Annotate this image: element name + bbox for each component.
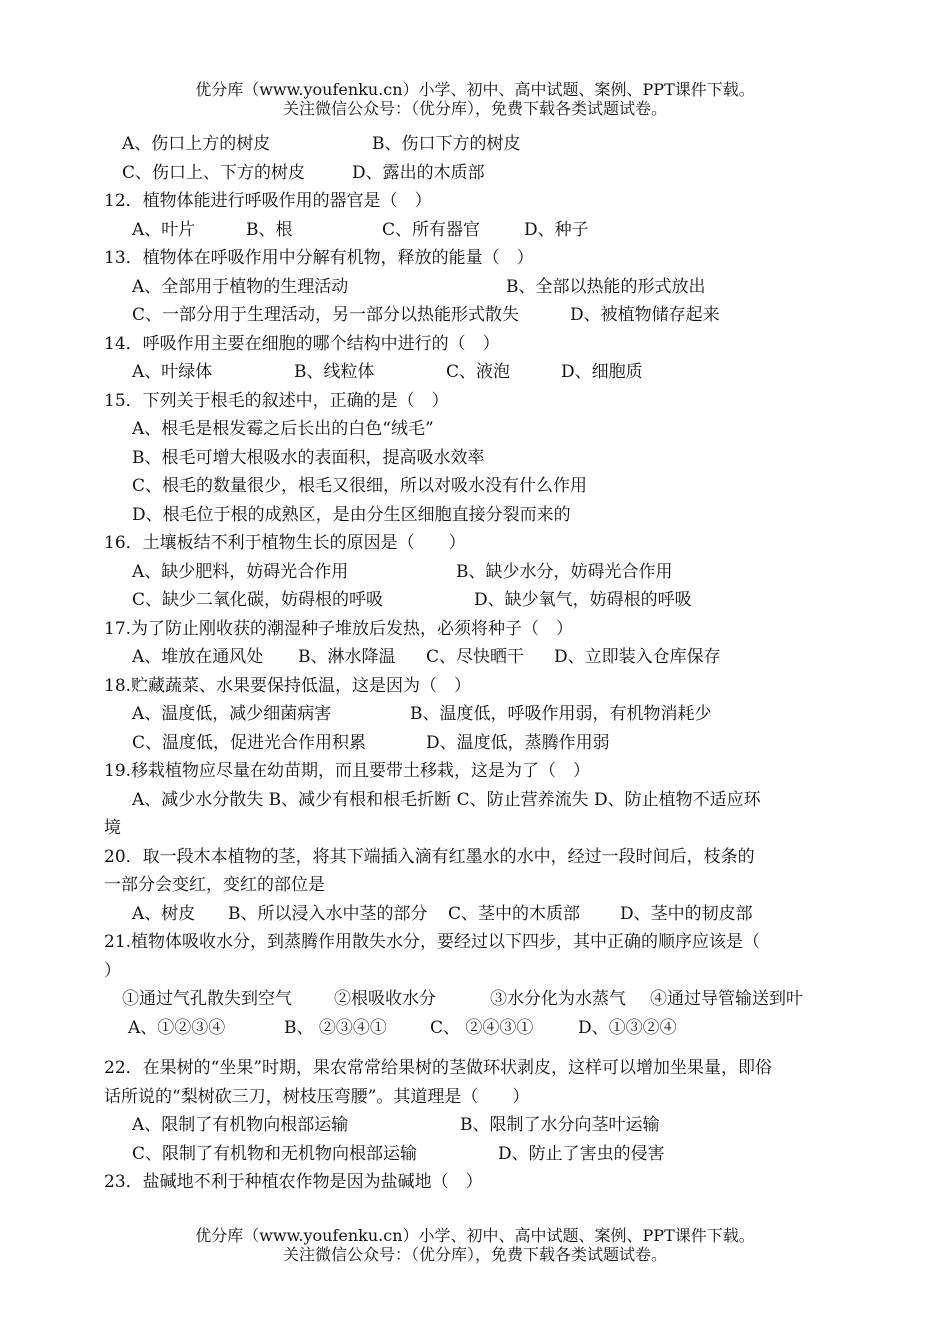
q17-option-d: D、立即装入仓库保存: [554, 647, 721, 667]
q11-option-c: C、伤口上、下方的树皮: [122, 162, 306, 183]
q21-stem-line-2: ）: [104, 960, 121, 981]
q20-option-d: D、茎中的韧皮部: [620, 903, 753, 924]
q21-step-3: ③水分化为水蒸气: [490, 989, 626, 1009]
q12-option-a: A、叶片: [132, 219, 196, 240]
q16-option-b: B、缺少水分，妨碍光合作用: [456, 561, 673, 582]
q21-stem-line-1: 21.植物体吸收水分，到蒸腾作用散失水分，要经过以下四步，其中正确的顺序应该是（: [104, 932, 761, 952]
q16-option-d: D、缺少氧气，妨碍根的呼吸: [474, 590, 692, 610]
page-header: [0, 80, 950, 118]
q13-option-a: A、全部用于植物的生理活动: [132, 276, 349, 297]
q15-option-c: C、根毛的数量很少，根毛又很细，所以对吸水没有什么作用: [132, 476, 588, 496]
q16-stem: 16．土壤板结不利于植物生长的原因是（ ）: [104, 533, 466, 553]
q14-option-c: C、液泡: [446, 362, 511, 382]
q17-option-b: B、淋水降温: [298, 647, 396, 667]
q21-option-c: C、 ②④③①: [430, 1017, 534, 1038]
footer-line-1: 优分库（www.youfenku.cn）小学、初中、高中试题、案例、PPT课件下载。: [195, 1226, 755, 1245]
q22-option-c: C、限制了有机物和无机物向根部运输: [132, 1143, 418, 1164]
q17-stem: 17.为了防止刚收获的潮湿种子堆放后发热，必须将种子（ ）: [104, 618, 574, 639]
q13-stem: 13．植物体在呼吸作用中分解有机物，释放的能量（ ）: [104, 248, 534, 268]
q19-options-line-1: A、减少水分散失 B、减少有根和根毛折断 C、防止营养流失 D、防止植物不适应环: [132, 789, 761, 810]
q14-option-a: A、叶绿体: [132, 362, 213, 382]
header-line-2: 关注微信公众号：（优分库），免费下载各类试题试卷。: [282, 99, 667, 118]
q17-options: [104, 643, 854, 672]
q11-options-row-2: [104, 159, 854, 188]
q20-stem-line-1: 20．取一段木本植物的茎，将其下端插入滴有红墨水的水中，经过一段时间后，枝条的: [104, 846, 755, 867]
q21-option-b: B、 ②③④①: [284, 1017, 387, 1038]
q19-options-line-2: 境: [104, 818, 121, 838]
q21-option-a: A、①②③④: [128, 1017, 226, 1038]
q18-option-c: C、温度低，促进光合作用积累: [132, 732, 367, 753]
q11-option-b: B、伤口下方的树皮: [372, 134, 521, 154]
q13-options-row-1: [104, 273, 854, 302]
q18-stem: 18.贮藏蔬菜、水果要保持低温，这是因为（ ）: [104, 675, 472, 696]
q11-options-row-1: [104, 130, 854, 159]
q18-options-row-2: [104, 729, 854, 758]
q11-option-a: A、伤口上方的树皮: [122, 134, 271, 154]
q15-stem: 15．下列关于根毛的叙述中，正确的是（ ）: [104, 390, 449, 411]
q13-option-b: B、全部以热能的形式放出: [506, 276, 706, 297]
q21-steps: [104, 985, 854, 1014]
q18-options-row-1: [104, 700, 854, 729]
q17-option-a: A、堆放在通风处: [132, 647, 264, 667]
q22-options-row-2: [104, 1140, 854, 1169]
q11-option-d: D、露出的木质部: [352, 162, 485, 183]
q12-option-c: C、所有器官: [382, 219, 481, 240]
page-footer: [0, 1226, 950, 1264]
q22-option-b: B、限制了水分向茎叶运输: [460, 1115, 660, 1135]
q14-options: [104, 358, 854, 387]
q21-option-d: D、①③②④: [578, 1017, 677, 1038]
q20-option-a: A、树皮: [132, 903, 196, 924]
q14-option-b: B、线粒体: [294, 362, 375, 382]
q23-stem: 23．盐碱地不利于种植农作物是因为盐碱地（ ）: [104, 1172, 483, 1192]
q22-stem-line-1: 22．在果树的“坐果”时期，果农常常给果树的茎做环状剥皮，这样可以增加坐果量，即俗: [104, 1058, 773, 1078]
q12-options: [104, 216, 854, 245]
q20-option-c: C、茎中的木质部: [448, 903, 581, 924]
q18-option-d: D、温度低，蒸腾作用弱: [426, 732, 610, 753]
q13-option-c: C、一部分用于生理活动，另一部分以热能形式散失: [132, 305, 520, 325]
q21-step-4: ④通过导管输送到叶: [650, 989, 803, 1009]
q19-stem: 19.移栽植物应尽量在幼苗期，而且要带土移栽，这是为了（ ）: [104, 761, 591, 781]
q16-options-row-1: [104, 558, 854, 587]
q14-stem: 14．呼吸作用主要在细胞的哪个结构中进行的（ ）: [104, 333, 500, 354]
q18-option-b: B、温度低，呼吸作用弱，有机物消耗少: [410, 704, 712, 724]
q21-step-1: ①通过气孔散失到空气: [122, 989, 292, 1009]
q16-option-c: C、缺少二氧化碳，妨碍根的呼吸: [132, 590, 384, 610]
footer-line-2: 关注微信公众号：（优分库），免费下载各类试题试卷。: [282, 1245, 667, 1264]
q12-option-b: B、根: [246, 219, 293, 240]
q22-option-a: A、限制了有机物向根部运输: [132, 1115, 349, 1135]
q20-options: [104, 900, 854, 929]
q12-option-d: D、种子: [524, 219, 589, 240]
q13-options-row-2: [104, 301, 854, 330]
q16-options-row-2: [104, 586, 854, 615]
q22-option-d: D、防止了害虫的侵害: [498, 1143, 665, 1164]
q15-option-d: D、根毛位于根的成熟区，是由分生区细胞直接分裂而来的: [132, 504, 571, 525]
spacer: [104, 1042, 854, 1054]
q21-step-2: ②根吸收水分: [334, 989, 436, 1009]
q13-option-d: D、被植物储存起来: [570, 305, 720, 325]
q17-option-c: C、尽快晒干: [426, 647, 525, 667]
header-line-1: 优分库（www.youfenku.cn）小学、初中、高中试题、案例、PPT课件下载。: [195, 80, 755, 99]
q21-options: [104, 1014, 854, 1043]
q22-stem-line-2: 话所说的“梨树砍三刀，树枝压弯腰”。其道理是（ ）: [104, 1086, 530, 1107]
q15-option-b: B、根毛可增大根吸水的表面积，提高吸水效率: [132, 447, 485, 468]
q12-stem: 12．植物体能进行呼吸作用的器官是（ ）: [104, 191, 432, 211]
q20-option-b: B、所以浸入水中茎的部分: [228, 903, 428, 924]
q20-stem-line-2: 一部分会变红，变红的部位是: [104, 875, 325, 895]
q22-options-row-1: [104, 1111, 854, 1140]
question-list: [104, 130, 854, 1197]
q14-option-d: D、细胞质: [561, 362, 643, 382]
q18-option-a: A、温度低，减少细菌病害: [132, 704, 332, 724]
q16-option-a: A、缺少肥料，妨碍光合作用: [132, 561, 349, 582]
q15-option-a: A、根毛是根发霉之后长出的白色“绒毛”: [132, 419, 434, 439]
